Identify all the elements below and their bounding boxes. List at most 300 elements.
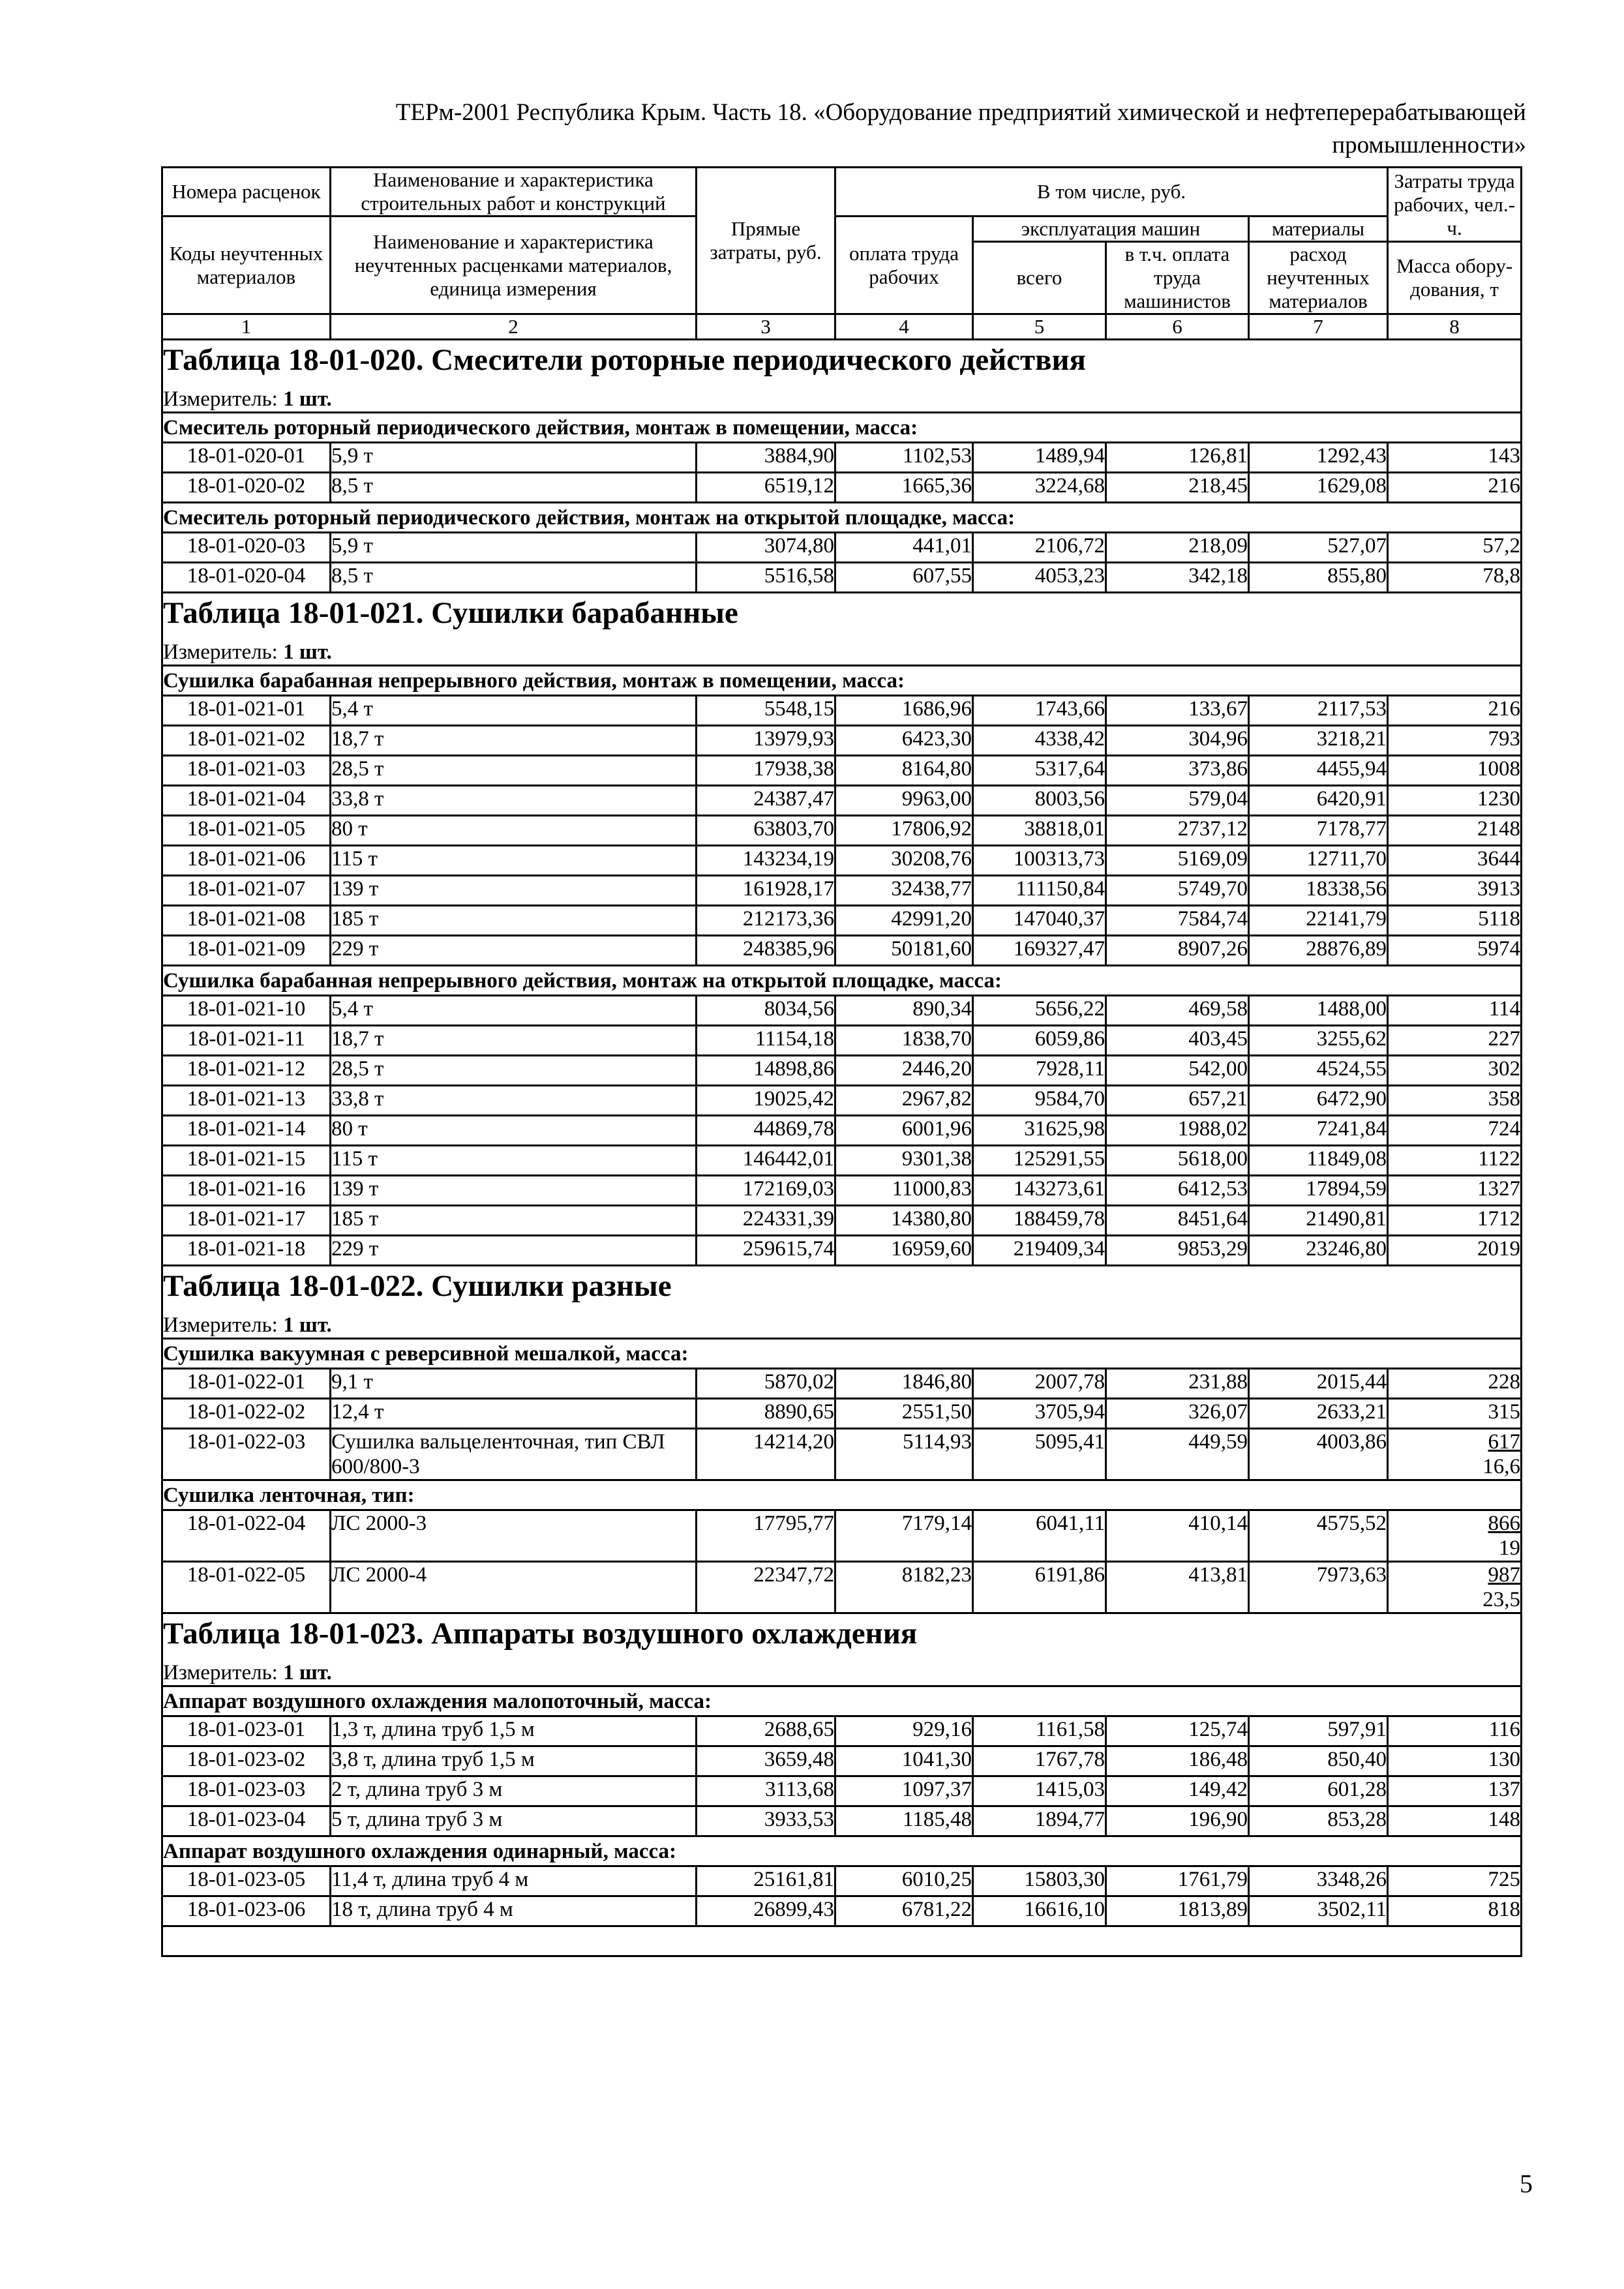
- measure-row: [162, 1657, 1522, 1686]
- group-header-row: [162, 966, 1522, 996]
- labor-costs: 227: [1388, 1026, 1522, 1056]
- machine-total: 111150,84: [973, 876, 1106, 906]
- group-header-row: [162, 1339, 1522, 1369]
- th-num-3: 3: [697, 314, 835, 340]
- worker-pay: 1185,48: [835, 1806, 973, 1836]
- group-header-row: [162, 1686, 1522, 1716]
- machine-total: 219409,34: [973, 1236, 1106, 1266]
- table-row: [162, 1806, 1522, 1836]
- machine-total: 169327,47: [973, 936, 1106, 966]
- operator-pay: 9853,29: [1106, 1236, 1249, 1266]
- direct-costs: 3933,53: [697, 1806, 835, 1836]
- labor-costs: 3913: [1388, 876, 1522, 906]
- group-header-row: [162, 1480, 1522, 1510]
- th-num-2: 2: [331, 314, 697, 340]
- rate-code: 18-01-021-17: [162, 1206, 331, 1236]
- table-row: [162, 756, 1522, 786]
- group-label: Сушилка барабанная непрерывного действия, монтаж в помещении, масса:: [162, 666, 1522, 696]
- group-label: Смеситель роторный периодического действия, монтаж на открытой площадке, масса:: [162, 503, 1522, 533]
- direct-costs: 14214,20: [697, 1429, 835, 1480]
- rate-code: 18-01-021-12: [162, 1056, 331, 1086]
- machine-total: 6059,86: [973, 1026, 1106, 1056]
- rate-code: 18-01-020-01: [162, 443, 331, 473]
- th-operator-pay: в т.ч. оплата труда машинистов: [1106, 242, 1249, 314]
- group-label: Сушилка барабанная непрерывного действия, монтаж на открытой площадке, масса:: [162, 966, 1522, 996]
- direct-costs: 212173,36: [697, 906, 835, 936]
- machine-total: 143273,61: [973, 1176, 1106, 1206]
- direct-costs: 14898,86: [697, 1056, 835, 1086]
- machine-total: 5656,22: [973, 996, 1106, 1026]
- materials: 7973,63: [1249, 1562, 1388, 1613]
- labor-costs: 725: [1388, 1866, 1522, 1896]
- table-row: [162, 816, 1522, 846]
- labor-mass-cell: [1388, 1429, 1522, 1480]
- table-body: [162, 340, 1522, 1956]
- group-header-row: [162, 1836, 1522, 1866]
- worker-pay: 9963,00: [835, 786, 973, 816]
- operator-pay: 1813,89: [1106, 1896, 1249, 1926]
- machine-total: 2106,72: [973, 533, 1106, 563]
- rate-name: 3,8 т, длина труб 1,5 м: [331, 1746, 697, 1776]
- rate-code: 18-01-021-11: [162, 1026, 331, 1056]
- operator-pay: 657,21: [1106, 1086, 1249, 1116]
- rate-code: 18-01-021-13: [162, 1086, 331, 1116]
- table-row: [162, 786, 1522, 816]
- materials: 4455,94: [1249, 756, 1388, 786]
- table-row: [162, 1510, 1522, 1562]
- table-bottom-row: [162, 1926, 1522, 1956]
- operator-pay: 410,14: [1106, 1510, 1249, 1562]
- materials: 21490,81: [1249, 1206, 1388, 1236]
- worker-pay: 6781,22: [835, 1896, 973, 1926]
- rate-name: 229 т: [331, 1236, 697, 1266]
- materials: 3218,21: [1249, 726, 1388, 756]
- materials: 2015,44: [1249, 1369, 1388, 1399]
- rate-code: 18-01-022-05: [162, 1562, 331, 1613]
- labor-costs: 358: [1388, 1086, 1522, 1116]
- measure-row: [162, 1309, 1522, 1339]
- machine-total: 31625,98: [973, 1116, 1106, 1146]
- rate-name: 8,5 т: [331, 563, 697, 593]
- labor-costs: 1230: [1388, 786, 1522, 816]
- operator-pay: 373,86: [1106, 756, 1249, 786]
- rate-name: 185 т: [331, 906, 697, 936]
- machine-total: 9584,70: [973, 1086, 1106, 1116]
- materials: 23246,80: [1249, 1236, 1388, 1266]
- materials: 2633,21: [1249, 1399, 1388, 1429]
- machine-total: 5317,64: [973, 756, 1106, 786]
- materials: 11849,08: [1249, 1146, 1388, 1176]
- table-row: [162, 1116, 1522, 1146]
- measure-cell: [162, 636, 1522, 666]
- worker-pay: 1838,70: [835, 1026, 973, 1056]
- operator-pay: 218,09: [1106, 533, 1249, 563]
- section-title: Таблица 18-01-022. Сушилки разные: [163, 1269, 672, 1303]
- labor-costs: 793: [1388, 726, 1522, 756]
- machine-total: 3224,68: [973, 473, 1106, 503]
- labor-mass-cell: [1388, 1562, 1522, 1613]
- worker-pay: 929,16: [835, 1716, 973, 1746]
- labor-costs: 1008: [1388, 756, 1522, 786]
- worker-pay: 50181,60: [835, 936, 973, 966]
- operator-pay: 5618,00: [1106, 1146, 1249, 1176]
- rate-name: 18,7 т: [331, 726, 697, 756]
- rate-name: 28,5 т: [331, 1056, 697, 1086]
- th-material-codes: Коды неучтенных материалов: [162, 217, 331, 314]
- rate-code: 18-01-023-03: [162, 1776, 331, 1806]
- worker-pay: 2967,82: [835, 1086, 973, 1116]
- table-row: [162, 443, 1522, 473]
- materials: 850,40: [1249, 1746, 1388, 1776]
- rate-name: Сушилка вальцеленточная, тип СВЛ 600/800-3: [331, 1429, 697, 1480]
- machine-total: 3705,94: [973, 1399, 1106, 1429]
- materials: 527,07: [1249, 533, 1388, 563]
- rate-name: 11,4 т, длина труб 4 м: [331, 1866, 697, 1896]
- rate-code: 18-01-020-03: [162, 533, 331, 563]
- direct-costs: 25161,81: [697, 1866, 835, 1896]
- materials: 7178,77: [1249, 816, 1388, 846]
- direct-costs: 143234,19: [697, 846, 835, 876]
- machine-total: 1415,03: [973, 1776, 1106, 1806]
- rate-code: 18-01-021-16: [162, 1176, 331, 1206]
- direct-costs: 3884,90: [697, 443, 835, 473]
- table-row: [162, 726, 1522, 756]
- labor-costs: 818: [1388, 1896, 1522, 1926]
- machine-total: 147040,37: [973, 906, 1106, 936]
- rate-name: 9,1 т: [331, 1369, 697, 1399]
- table-row: [162, 1146, 1522, 1176]
- measure-value: 1 шт.: [283, 640, 332, 664]
- measure-label: Измеритель:: [163, 640, 278, 664]
- page-header: [163, 97, 1526, 162]
- th-labor-costs: Затраты труда рабочих, чел.-ч.: [1388, 168, 1522, 242]
- materials: 2117,53: [1249, 696, 1388, 726]
- operator-pay: 579,04: [1106, 786, 1249, 816]
- rate-name: ЛС 2000-3: [331, 1510, 697, 1562]
- worker-pay: 14380,80: [835, 1206, 973, 1236]
- materials: 28876,89: [1249, 936, 1388, 966]
- direct-costs: 17795,77: [697, 1510, 835, 1562]
- operator-pay: 413,81: [1106, 1562, 1249, 1613]
- th-worker-pay: оплата труда рабочих: [835, 217, 973, 314]
- section-title-cell: [162, 340, 1522, 384]
- worker-pay: 7179,14: [835, 1510, 973, 1562]
- rate-name: 80 т: [331, 1116, 697, 1146]
- materials: 17894,59: [1249, 1176, 1388, 1206]
- th-rate-numbers: Номера расценок: [162, 168, 331, 217]
- operator-pay: 125,74: [1106, 1716, 1249, 1746]
- labor-mass-cell: [1388, 1510, 1522, 1562]
- th-materials: материалы: [1249, 217, 1388, 242]
- machine-total: 7928,11: [973, 1056, 1106, 1086]
- worker-pay: 1102,53: [835, 443, 973, 473]
- worker-pay: 2551,50: [835, 1399, 973, 1429]
- machine-total: 1161,58: [973, 1716, 1106, 1746]
- labor-costs: 302: [1388, 1056, 1522, 1086]
- equipment-mass: 19: [1499, 1536, 1521, 1560]
- machine-total: 100313,73: [973, 846, 1106, 876]
- group-header-row: [162, 413, 1522, 443]
- rate-code: 18-01-022-04: [162, 1510, 331, 1562]
- materials: 22141,79: [1249, 906, 1388, 936]
- measure-label: Измеритель:: [163, 1661, 278, 1684]
- measure-value: 1 шт.: [283, 1661, 332, 1684]
- labor-costs: 130: [1388, 1746, 1522, 1776]
- operator-pay: 186,48: [1106, 1746, 1249, 1776]
- labor-costs: 724: [1388, 1116, 1522, 1146]
- labor-costs: 143: [1388, 443, 1522, 473]
- direct-costs: 13979,93: [697, 726, 835, 756]
- th-num-1: 1: [162, 314, 331, 340]
- group-label: Аппарат воздушного охлаждения малопоточный, масса:: [162, 1686, 1522, 1716]
- table-row: [162, 1176, 1522, 1206]
- table-row: [162, 1746, 1522, 1776]
- measure-cell: [162, 383, 1522, 413]
- direct-costs: 26899,43: [697, 1896, 835, 1926]
- table-row: [162, 1896, 1522, 1926]
- direct-costs: 3659,48: [697, 1746, 835, 1776]
- materials: 3348,26: [1249, 1866, 1388, 1896]
- group-label: Сушилка ленточная, тип:: [162, 1480, 1522, 1510]
- operator-pay: 8907,26: [1106, 936, 1249, 966]
- machine-total: 125291,55: [973, 1146, 1106, 1176]
- operator-pay: 304,96: [1106, 726, 1249, 756]
- group-header-row: [162, 503, 1522, 533]
- rate-code: 18-01-021-09: [162, 936, 331, 966]
- th-work-name: Наименование и характеристика строительных работ и конструкций: [331, 168, 697, 217]
- worker-pay: 6423,30: [835, 726, 973, 756]
- materials: 4524,55: [1249, 1056, 1388, 1086]
- equipment-mass: 23,5: [1482, 1588, 1521, 1611]
- page-number: 5: [1520, 2169, 1533, 2198]
- direct-costs: 5516,58: [697, 563, 835, 593]
- table-row: [162, 1429, 1522, 1480]
- rate-code: 18-01-020-04: [162, 563, 331, 593]
- rate-code: 18-01-021-18: [162, 1236, 331, 1266]
- direct-costs: 224331,39: [697, 1206, 835, 1236]
- worker-pay: 42991,20: [835, 906, 973, 936]
- table-row: [162, 1716, 1522, 1746]
- labor-costs: 987: [1488, 1563, 1521, 1587]
- section-title-row: [162, 1266, 1522, 1310]
- operator-pay: 326,07: [1106, 1399, 1249, 1429]
- worker-pay: 6010,25: [835, 1866, 973, 1896]
- machine-total: 4338,42: [973, 726, 1106, 756]
- operator-pay: 231,88: [1106, 1369, 1249, 1399]
- operator-pay: 218,45: [1106, 473, 1249, 503]
- operator-pay: 342,18: [1106, 563, 1249, 593]
- th-equipment-mass: Масса обору-дования, т: [1388, 242, 1522, 314]
- table-row: [162, 996, 1522, 1026]
- table-header: [162, 168, 1522, 340]
- section-title-cell: [162, 1613, 1522, 1658]
- worker-pay: 1846,80: [835, 1369, 973, 1399]
- materials: 18338,56: [1249, 876, 1388, 906]
- rate-name: 5 т, длина труб 3 м: [331, 1806, 697, 1836]
- direct-costs: 259615,74: [697, 1236, 835, 1266]
- table-row: [162, 936, 1522, 966]
- rate-name: 33,8 т: [331, 1086, 697, 1116]
- direct-costs: 11154,18: [697, 1026, 835, 1056]
- measure-value: 1 шт.: [283, 1313, 332, 1337]
- table-row: [162, 876, 1522, 906]
- operator-pay: 133,67: [1106, 696, 1249, 726]
- worker-pay: 1686,96: [835, 696, 973, 726]
- rate-code: 18-01-022-01: [162, 1369, 331, 1399]
- rate-name: ЛС 2000-4: [331, 1562, 697, 1613]
- materials: 4575,52: [1249, 1510, 1388, 1562]
- rate-name: 18 т, длина труб 4 м: [331, 1896, 697, 1926]
- worker-pay: 32438,77: [835, 876, 973, 906]
- table-row: [162, 1086, 1522, 1116]
- labor-costs: 116: [1388, 1716, 1522, 1746]
- direct-costs: 161928,17: [697, 876, 835, 906]
- operator-pay: 403,45: [1106, 1026, 1249, 1056]
- rate-name: 8,5 т: [331, 473, 697, 503]
- th-material-name: Наименование и характеристика неучтенных расценками материалов, единица измерения: [331, 217, 697, 314]
- rate-name: 5,4 т: [331, 696, 697, 726]
- worker-pay: 11000,83: [835, 1176, 973, 1206]
- table-row: [162, 1399, 1522, 1429]
- operator-pay: 6412,53: [1106, 1176, 1249, 1206]
- labor-costs: 216: [1388, 696, 1522, 726]
- table-row: [162, 1236, 1522, 1266]
- th-num-5: 5: [973, 314, 1106, 340]
- worker-pay: 8164,80: [835, 756, 973, 786]
- worker-pay: 9301,38: [835, 1146, 973, 1176]
- group-label: Аппарат воздушного охлаждения одинарный, масса:: [162, 1836, 1522, 1866]
- labor-costs: 137: [1388, 1776, 1522, 1806]
- machine-total: 16616,10: [973, 1896, 1106, 1926]
- rate-name: 33,8 т: [331, 786, 697, 816]
- worker-pay: 1041,30: [835, 1746, 973, 1776]
- operator-pay: 542,00: [1106, 1056, 1249, 1086]
- machine-total: 1767,78: [973, 1746, 1106, 1776]
- th-including: В том числе, руб.: [835, 168, 1388, 217]
- direct-costs: 8890,65: [697, 1399, 835, 1429]
- labor-costs: 315: [1388, 1399, 1522, 1429]
- worker-pay: 441,01: [835, 533, 973, 563]
- measure-label: Измеритель:: [163, 387, 278, 411]
- rate-code: 18-01-021-07: [162, 876, 331, 906]
- materials: 1488,00: [1249, 996, 1388, 1026]
- rate-name: 1,3 т, длина труб 1,5 м: [331, 1716, 697, 1746]
- labor-costs: 78,8: [1388, 563, 1522, 593]
- operator-pay: 7584,74: [1106, 906, 1249, 936]
- operator-pay: 1988,02: [1106, 1116, 1249, 1146]
- direct-costs: 6519,12: [697, 473, 835, 503]
- materials: 855,80: [1249, 563, 1388, 593]
- worker-pay: 1665,36: [835, 473, 973, 503]
- labor-costs: 57,2: [1388, 533, 1522, 563]
- direct-costs: 44869,78: [697, 1116, 835, 1146]
- section-title-row: [162, 340, 1522, 384]
- rate-code: 18-01-023-02: [162, 1746, 331, 1776]
- worker-pay: 5114,93: [835, 1429, 973, 1480]
- rate-name: 115 т: [331, 1146, 697, 1176]
- rate-name: 2 т, длина труб 3 м: [331, 1776, 697, 1806]
- operator-pay: 8451,64: [1106, 1206, 1249, 1236]
- machine-total: 8003,56: [973, 786, 1106, 816]
- table-row: [162, 473, 1522, 503]
- materials: 1629,08: [1249, 473, 1388, 503]
- rate-code: 18-01-023-05: [162, 1866, 331, 1896]
- rate-code: 18-01-021-03: [162, 756, 331, 786]
- rate-name: 139 т: [331, 876, 697, 906]
- machine-total: 4053,23: [973, 563, 1106, 593]
- direct-costs: 172169,03: [697, 1176, 835, 1206]
- operator-pay: 449,59: [1106, 1429, 1249, 1480]
- th-num-4: 4: [835, 314, 973, 340]
- rate-code: 18-01-021-05: [162, 816, 331, 846]
- section-title-cell: [162, 593, 1522, 637]
- table-row: [162, 1562, 1522, 1613]
- th-total: всего: [973, 242, 1106, 314]
- machine-total: 1743,66: [973, 696, 1106, 726]
- equipment-mass: 16,6: [1482, 1455, 1521, 1478]
- header-line-2: промышленности»: [1332, 132, 1526, 158]
- group-header-row: [162, 666, 1522, 696]
- labor-costs: 5974: [1388, 936, 1522, 966]
- labor-costs: 1122: [1388, 1146, 1522, 1176]
- worker-pay: 8182,23: [835, 1562, 973, 1613]
- direct-costs: 17938,38: [697, 756, 835, 786]
- table-row: [162, 906, 1522, 936]
- worker-pay: 607,55: [835, 563, 973, 593]
- materials: 601,28: [1249, 1776, 1388, 1806]
- worker-pay: 1097,37: [835, 1776, 973, 1806]
- th-material-usage: расход неучтенных материалов: [1249, 242, 1388, 314]
- labor-costs: 1712: [1388, 1206, 1522, 1236]
- section-title: Таблица 18-01-021. Сушилки барабанные: [163, 596, 738, 630]
- table-bottom-cell: [162, 1926, 1522, 1956]
- table-row: [162, 1866, 1522, 1896]
- rate-code: 18-01-022-03: [162, 1429, 331, 1480]
- table-row: [162, 1369, 1522, 1399]
- rate-name: 5,9 т: [331, 533, 697, 563]
- rate-name: 229 т: [331, 936, 697, 966]
- group-label: Смеситель роторный периодического действия, монтаж в помещении, масса:: [162, 413, 1522, 443]
- group-label: Сушилка вакуумная с реверсивной мешалкой, масса:: [162, 1339, 1522, 1369]
- th-num-8: 8: [1388, 314, 1522, 340]
- direct-costs: 63803,70: [697, 816, 835, 846]
- measure-row: [162, 636, 1522, 666]
- machine-total: 38818,01: [973, 816, 1106, 846]
- machine-total: 2007,78: [973, 1369, 1106, 1399]
- header-line-1: ТЕРм-2001 Республика Крым. Часть 18. «Оборудование предприятий химической и нефтеперерабатывающей: [395, 99, 1526, 126]
- materials: 1292,43: [1249, 443, 1388, 473]
- materials: 3502,11: [1249, 1896, 1388, 1926]
- materials: 4003,86: [1249, 1429, 1388, 1480]
- operator-pay: 469,58: [1106, 996, 1249, 1026]
- rate-name: 5,4 т: [331, 996, 697, 1026]
- operator-pay: 5749,70: [1106, 876, 1249, 906]
- table-row: [162, 1206, 1522, 1236]
- machine-total: 1894,77: [973, 1806, 1106, 1836]
- rates-table: [161, 166, 1522, 1957]
- operator-pay: 149,42: [1106, 1776, 1249, 1806]
- worker-pay: 17806,92: [835, 816, 973, 846]
- th-machine-operation: эксплуатация машин: [973, 217, 1249, 242]
- worker-pay: 16959,60: [835, 1236, 973, 1266]
- materials: 853,28: [1249, 1806, 1388, 1836]
- table-row: [162, 1026, 1522, 1056]
- operator-pay: 2737,12: [1106, 816, 1249, 846]
- worker-pay: 890,34: [835, 996, 973, 1026]
- section-title: Таблица 18-01-020. Смесители роторные периодического действия: [163, 343, 1086, 377]
- direct-costs: 3113,68: [697, 1776, 835, 1806]
- table-row: [162, 846, 1522, 876]
